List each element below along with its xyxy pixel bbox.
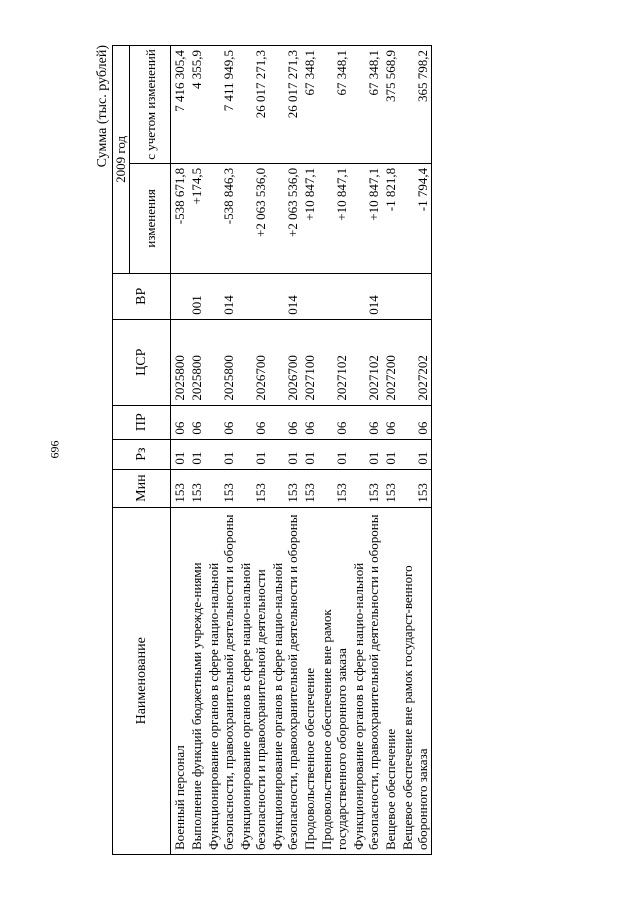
- row-csr: 2026700: [269, 319, 301, 405]
- row-rz: 01: [350, 439, 382, 469]
- row-change: -538 846,3: [205, 163, 237, 273]
- row-csr: 2027102: [318, 319, 350, 405]
- table-row: [237, 46, 269, 855]
- header-rz: Рз: [113, 439, 171, 469]
- row-vr: 014: [205, 273, 237, 319]
- row-total: 7 411 949,5: [205, 46, 237, 164]
- table-row: [301, 46, 318, 855]
- table-row: [188, 46, 205, 855]
- row-rz: 01: [318, 439, 350, 469]
- row-min: 153: [318, 469, 350, 507]
- row-csr: 2025800: [205, 319, 237, 405]
- table-row: [269, 46, 301, 855]
- header-vr: ВР: [113, 273, 171, 319]
- table-row: [399, 46, 432, 855]
- row-pr: 06: [269, 405, 301, 439]
- row-min: 153: [382, 469, 399, 507]
- row-name: Функционирование органов в сфере нацио-нальной безопасности, правоохранительной деятельности и обороны: [350, 507, 382, 854]
- row-vr: 001: [188, 273, 205, 319]
- table-row: [171, 46, 189, 855]
- row-min: 153: [301, 469, 318, 507]
- row-vr: [171, 273, 189, 319]
- row-vr: [318, 273, 350, 319]
- row-pr: 06: [237, 405, 269, 439]
- row-change: +10 847,1: [318, 163, 350, 273]
- row-vr: [237, 273, 269, 319]
- row-rz: 01: [237, 439, 269, 469]
- row-pr: 06: [350, 405, 382, 439]
- row-total: 375 568,9: [382, 46, 399, 164]
- row-change: -1 794,4: [399, 163, 432, 273]
- row-vr: [382, 273, 399, 319]
- row-pr: 06: [188, 405, 205, 439]
- row-vr: [301, 273, 318, 319]
- row-name: Военный персонал: [171, 507, 189, 854]
- row-csr: 2027202: [399, 319, 432, 405]
- row-pr: 06: [382, 405, 399, 439]
- row-csr: 2025800: [171, 319, 189, 405]
- header-name: Наименование: [113, 507, 171, 854]
- row-change: +10 847,1: [350, 163, 382, 273]
- table-header: [113, 46, 171, 855]
- row-rz: 01: [188, 439, 205, 469]
- row-total: 67 348,1: [301, 46, 318, 164]
- row-total: 7 416 305,4: [171, 46, 189, 164]
- table-row: [318, 46, 350, 855]
- row-pr: 06: [171, 405, 189, 439]
- row-csr: 2025800: [188, 319, 205, 405]
- row-rz: 01: [205, 439, 237, 469]
- row-name: Выполнение функций бюджетными учрежде-ниями: [188, 507, 205, 854]
- row-vr: [399, 273, 432, 319]
- row-rz: 01: [171, 439, 189, 469]
- row-change: -538 671,8: [171, 163, 189, 273]
- row-change: +10 847,1: [301, 163, 318, 273]
- row-pr: 06: [399, 405, 432, 439]
- row-rz: 01: [269, 439, 301, 469]
- row-name: Продовольственное обеспечение: [301, 507, 318, 854]
- row-name: Вещевое обеспечение вне рамок государст-венного оборонного заказа: [399, 507, 432, 854]
- row-pr: 06: [318, 405, 350, 439]
- row-rz: 01: [301, 439, 318, 469]
- budget-table: [112, 45, 432, 855]
- header-changes: изменения: [130, 163, 171, 273]
- row-change: +2 063 536,0: [269, 163, 301, 273]
- row-name: Продовольственное обеспечение вне рамок государственного оборонного заказа: [318, 507, 350, 854]
- header-pr: ПР: [113, 405, 171, 439]
- table-row: [350, 46, 382, 855]
- row-min: 153: [350, 469, 382, 507]
- row-pr: 06: [205, 405, 237, 439]
- row-change: +174,5: [188, 163, 205, 273]
- rotated-page-content: [95, 45, 593, 855]
- header-min: Мин: [113, 469, 171, 507]
- row-min: 153: [205, 469, 237, 507]
- header-year: 2009 год: [113, 46, 130, 274]
- row-total: 67 348,1: [318, 46, 350, 164]
- row-name: Вещевое обеспечение: [382, 507, 399, 854]
- row-rz: 01: [382, 439, 399, 469]
- row-pr: 06: [301, 405, 318, 439]
- row-min: 153: [237, 469, 269, 507]
- page-number: 696: [47, 440, 62, 459]
- row-csr: 2027100: [301, 319, 318, 405]
- row-change: -1 821,8: [382, 163, 399, 273]
- row-min: 153: [269, 469, 301, 507]
- table-row: [382, 46, 399, 855]
- row-min: 153: [399, 469, 432, 507]
- row-total: 67 348,1: [350, 46, 382, 164]
- table-row: [205, 46, 237, 855]
- row-total: 4 355,9: [188, 46, 205, 164]
- header-with-changes: с учетом изменений: [130, 46, 171, 164]
- row-csr: 2026700: [237, 319, 269, 405]
- row-csr: 2027200: [382, 319, 399, 405]
- row-vr: 014: [350, 273, 382, 319]
- row-name: Функционирование органов в сфере нацио-нальной безопасности, правоохранительной деятельности и обороны: [269, 507, 301, 854]
- row-total: 365 798,2: [399, 46, 432, 164]
- row-change: +2 063 536,0: [237, 163, 269, 273]
- unit-caption: Сумма (тыс. рублей): [95, 45, 110, 168]
- row-csr: 2027102: [350, 319, 382, 405]
- row-min: 153: [188, 469, 205, 507]
- row-total: 26 017 271,3: [237, 46, 269, 164]
- row-rz: 01: [399, 439, 432, 469]
- row-min: 153: [171, 469, 189, 507]
- row-name: Функционирование органов в сфере нацио-нальной безопасности и правоохранительной деятельности: [237, 507, 269, 854]
- row-name: Функционирование органов в сфере нацио-нальной безопасности, правоохранительной деятельности и обороны: [205, 507, 237, 854]
- row-vr: 014: [269, 273, 301, 319]
- header-csr: ЦСР: [113, 319, 171, 405]
- row-total: 26 017 271,3: [269, 46, 301, 164]
